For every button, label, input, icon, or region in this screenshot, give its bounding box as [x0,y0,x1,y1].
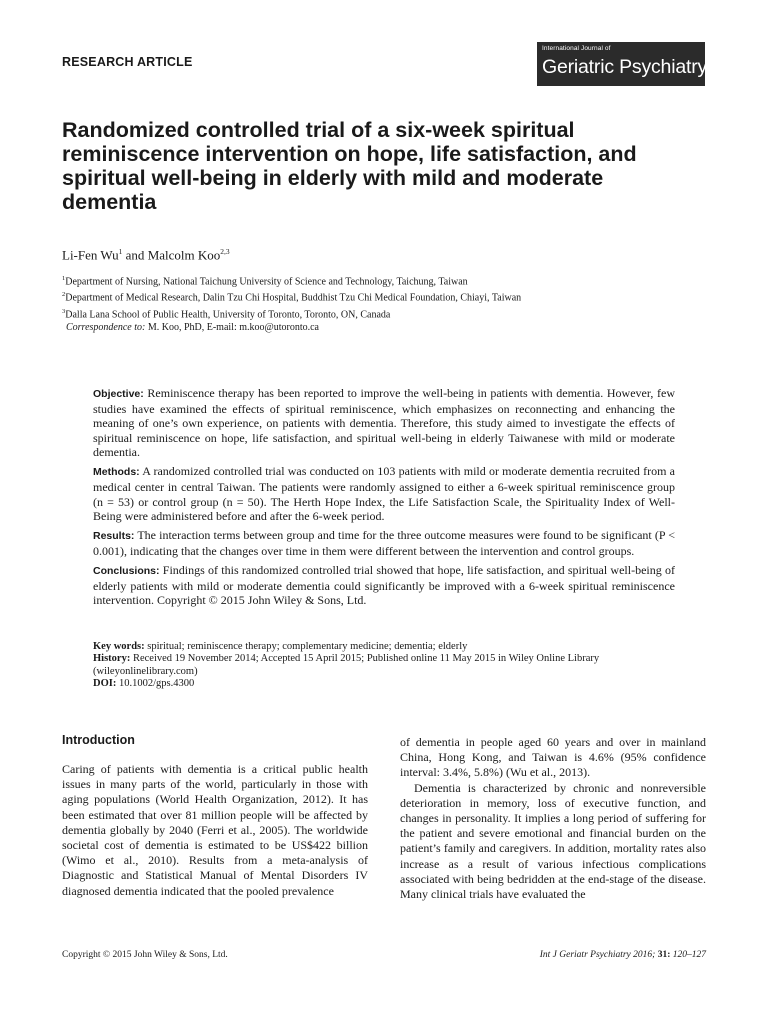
journal-logo-small-text: International Journal of [542,45,611,52]
article-metadata [93,641,675,691]
body-paragraph: Caring of patients with dementia is a critical public health issues in many parts of the world, particularly in those with aging populations (World Health Organization, 2012). It has been estimated that over 81 million people will be affected by dementia globally by 2040 (Ferri et al., 2005). The worldwide societal cost of dementia is estimated to be US$422 billion (Wimo et al., 2010). Results from a meta-analysis of Diagnostic and Statistical Manual of Mental Disorders IV diagnosed dementia indicated that the pooled prevalence [62,762,368,898]
body-column-right [400,735,706,902]
author-name: Li-Fen Wu [62,247,119,263]
body-paragraph: Dementia is characterized by chronic and nonreversible deterioration in memory, loss of executive function, and changes in personality. It implies a long period of suffering for the patient and severe emotional and financial burden on the patient’s family and caregivers. In addition, mortality rates also increase as a result of various infectious complications associated with being bedridden at the end-stage of the disease. Many clinical trials have evaluated the [400,780,706,902]
abstract-objective: Objective: Reminiscence therapy has been reported to improve the well-being in patients with dementia. However, few studies have examined the effects of spiritual reminiscence, which emphasizes on reconnecting and enhancing the meaning of one’s own experience, on patients with dementia. Therefore, this study aimed to investigate the effects of spiritual reminiscence on hope, life satisfaction, and spiritual well-being in elderly Taiwanese with mild or moderate dementia. [93,386,675,460]
correspondence-line: Correspondence to: M. Koo, PhD, E-mail: m.koo@utoronto.ca [66,321,319,333]
author-affiliation-ref: 2,3 [220,247,230,256]
author-name: Malcolm Koo [147,247,221,263]
affiliation-item: $^2$Department of Medical Research, Dalin Tzu Chi Hospital, Buddhist Tzu Chi Medical Foundation, Chiayi, Taiwan [62,291,522,304]
affiliation-item: $^3$Dalla Lana School of Public Health, University of Toronto, Toronto, ON, Canada [62,307,391,320]
journal-logo-name: Geriatric Psychiatry [542,56,708,78]
affiliation-list [62,272,702,334]
journal-logo [537,42,708,86]
abstract-results: Results: The interaction terms between group and time for the three outcome measures were found to be significant (P < 0.001), indicating that the changes over time in them were different between the intervention and control groups. [93,528,675,558]
body-paragraph: of dementia in people aged 60 years and over in mainland China, Hong Kong, and Taiwan is 4.6% (95% confidence interval: 3.4%, 5.8%) (Wu et al., 2013). [400,735,706,780]
article-type-label: RESEARCH ARTICLE [62,55,193,69]
author-conjunction: and [125,247,145,263]
footer-citation: Int J Geriatr Psychiatry 2016; 31: 120–127 [539,950,706,960]
affiliation-item: $^1$Department of Nursing, National Taichung University of Science and Technology, Taichung, Taiwan [62,275,468,288]
keywords-line: Key words: spiritual; reminiscence therapy; complementary medicine; dementia; elderly [93,641,468,652]
footer-copyright: Copyright © 2015 John Wiley & Sons, Ltd. [62,950,228,960]
section-heading-introduction: Introduction [62,733,135,747]
abstract-conclusions: Conclusions: Findings of this randomized controlled trial showed that hope, life satisfaction, and spiritual well-being of elderly patients with mild or moderate dementia could significantly be improved with a 6-week spiritual reminiscence intervention. Copyright © 2015 John Wiley & Sons, Ltd. [93,563,675,608]
body-column-left [62,762,368,899]
history-line: History: Received 19 November 2014; Accepted 15 April 2015; Published online 11 May 2015 in Wiley Online Library (wileyonlinelibrary.com) [93,653,600,677]
article-title: Randomized controlled trial of a six-week spiritual reminiscence intervention on hope, life satisfaction, and spiritual well-being in elderly with mild and moderate dementia [62,118,637,214]
doi-line: DOI: 10.1002/gps.4300 [93,678,195,690]
author-list [62,247,230,263]
author-affiliation-ref: 1 [118,247,123,256]
abstract [93,386,675,612]
abstract-methods: Methods: A randomized controlled trial was conducted on 103 patients with mild or moderate dementia recruited from a medical center in central Taiwan. The patients were randomly assigned to either a 6-week spiritual reminiscence group (n = 53) or control group (n = 50). The Herth Hope Index, the Life Satisfaction Scale, the Spirituality Index of Well-Being were administered before and after the 6-week period. [93,464,675,524]
